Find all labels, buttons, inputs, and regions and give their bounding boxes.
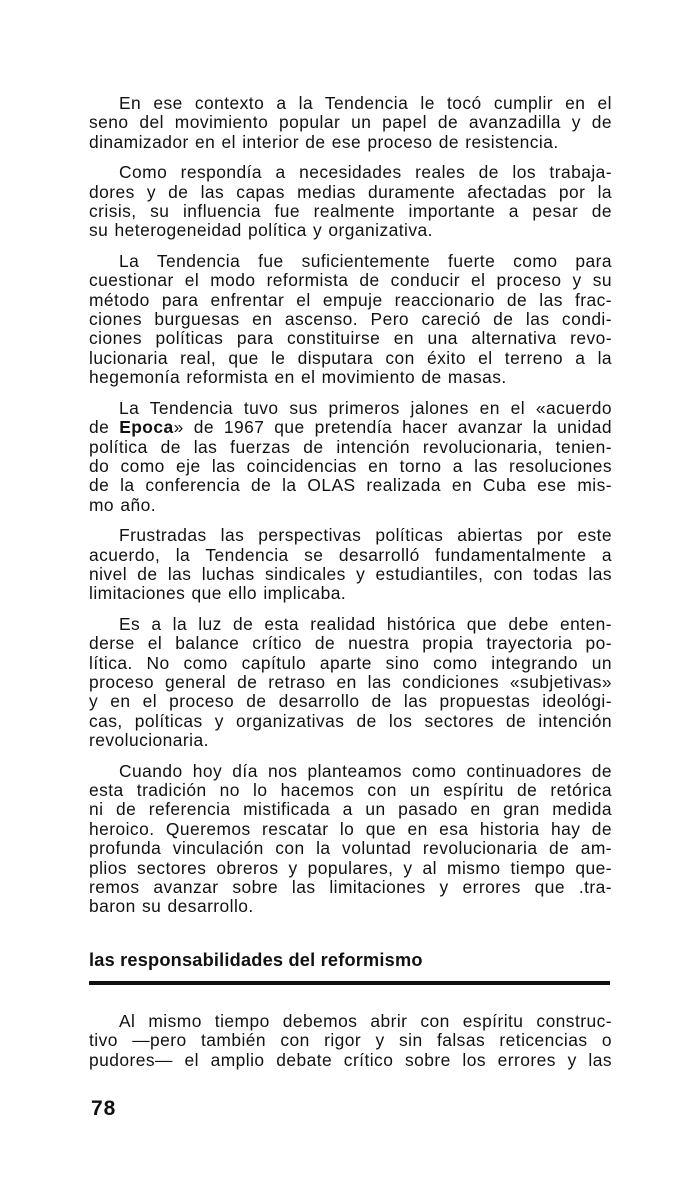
text-line: mo año. [89, 494, 156, 515]
text-line: y en el proceso de desarrollo de las propuestas ideológi- [89, 691, 612, 712]
text-line: derse el balance crítico de nuestra propia trayectoria po- [89, 633, 612, 654]
text-line: ciones burguesas en ascenso. Pero careció de las condi- [89, 309, 612, 330]
text-line: revolucionaria. [89, 730, 209, 751]
text-line: tivo —pero también con rigor y sin falsas reticencias o [89, 1030, 612, 1051]
text-line: Es a la luz de esta realidad histórica que debe enten- [119, 613, 612, 634]
body-text [89, 94, 612, 928]
text-line: su heterogeneidad política y organizativa. [89, 220, 433, 241]
paragraph [89, 615, 612, 751]
text-line: do como eje las coincidencias en torno a las resoluciones [89, 455, 612, 476]
text-line: lítica. No como capítulo aparte sino como integrando un [89, 652, 612, 673]
paragraph [89, 163, 612, 241]
text-line: lucionaria real, que le disputara con éxito el terreno a la [89, 347, 612, 368]
text-line: crisis, su influencia fue realmente importante a pesar de [89, 201, 612, 222]
text-line: nivel de las luchas sindicales y estudiantiles, con todas las [89, 563, 612, 584]
text-line: de la conferencia de la OLAS realizada en Cuba ese mis- [89, 475, 612, 496]
text-line: esta tradición no lo hacemos con un espíritu de retórica [89, 780, 612, 800]
text-line: Como respondía a necesidades reales de los trabaja- [119, 162, 612, 183]
page-number: 78 [91, 1097, 117, 1120]
text-line: La Tendencia tuvo sus primeros jalones en el «acuerdo [119, 397, 612, 418]
emphasis: Epoca [119, 417, 174, 438]
text-line: cuestionar el modo reformista de conducir el proceso y su [89, 270, 612, 291]
section-rule [89, 981, 610, 985]
text-line: profunda vinculación con la voluntad revolucionaria de am- [89, 838, 612, 859]
section-body-text [89, 1012, 612, 1081]
text-line: proceso general de retraso en las condiciones «subjetivas» [89, 671, 612, 692]
text-line: plios sectores obreros y populares, y al mismo tiempo que- [89, 857, 612, 878]
text-line: limitaciones que ello implicaba. [89, 583, 347, 604]
text-line: dores y de las capas medias duramente afectadas por la [89, 181, 612, 202]
text-line: método para enfrentar el empuje reaccionario de las frac- [89, 289, 612, 310]
text-line: dinamizador en el interior de ese proceso de resistencia. [89, 131, 559, 152]
text-line: remos avanzar sobre las limitaciones y errores que .tra- [89, 877, 612, 898]
text-line: ciones políticas para constituirse en una alternativa revo- [89, 328, 612, 349]
paragraph [89, 252, 612, 388]
text-line: Cuando hoy día nos planteamos como continuadores de [119, 760, 612, 781]
text-line: acuerdo, la Tendencia se desarrolló fundamentalmente a [89, 544, 612, 565]
section-heading-block [89, 949, 612, 985]
paragraph [89, 1012, 612, 1070]
text-line: Frustradas las perspectivas políticas abiertas por este [119, 525, 612, 546]
text-line: seno del movimiento popular un papel de avanzadilla y de [89, 112, 612, 133]
paragraph [89, 399, 612, 515]
paragraph [89, 526, 612, 604]
text-line: baron su desarrollo. [89, 896, 254, 917]
text-line: política de las fuerzas de intención revolucionaria, tenien- [89, 436, 612, 457]
text-line: pudores— el amplio debate crítico sobre los errores y las [89, 1049, 612, 1070]
text-line: heroico. Queremos rescatar lo que en esa historia hay de [89, 818, 612, 839]
paragraph [89, 762, 612, 917]
text-line: En ese contexto a la Tendencia le tocó cumplir en el [119, 93, 612, 113]
text-line: de Epoca» de 1967 que pretendía hacer avanzar la unidad [89, 417, 612, 438]
text-line: ni de referencia mistificada a un pasado en gran medida [89, 799, 612, 820]
text-line: hegemonía reformista en el movimiento de masas. [89, 367, 507, 388]
text-line: La Tendencia fue suficientemente fuerte como para [119, 250, 612, 271]
section-title: las responsabilidades del reformismo [89, 950, 423, 970]
text-line: Al mismo tiempo debemos abrir con espíritu construc- [119, 1011, 612, 1031]
text-line: cas, políticas y organizativas de los sectores de intención [89, 710, 612, 731]
paragraph [89, 94, 612, 152]
